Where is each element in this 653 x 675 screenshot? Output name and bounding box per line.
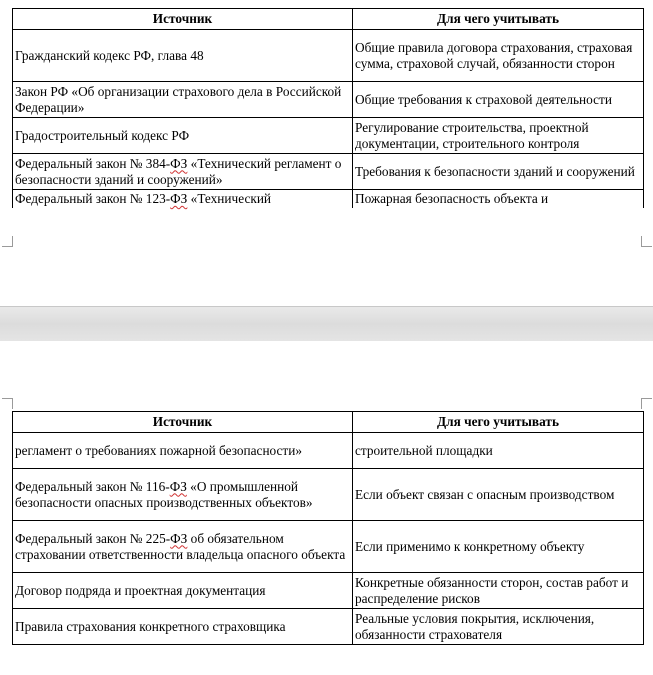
cell-purpose[interactable]: Регулирование строительства, проектной документации, строительного контроля [353,118,644,154]
cell-source[interactable]: Федеральный закон № 116-ФЗ «О промышленной безопасности опасных производственных объектов» [13,469,353,521]
header-source: Источник [13,412,353,433]
cell-purpose[interactable]: Если объект связан с опасным производством [353,469,644,521]
sources-table-part-2 [12,411,644,645]
cell-purpose[interactable]: Реальные условия покрытия, исключения, обязанности страхователя [353,609,644,645]
table-row [13,190,644,209]
cell-source[interactable]: Федеральный закон № 225-ФЗ об обязательном страховании ответственности владельца опасного объекта [13,521,353,573]
table-row [13,154,644,190]
cell-source[interactable]: регламент о требованиях пожарной безопасности» [13,433,353,469]
cell-purpose[interactable]: строительной площадки [353,433,644,469]
cell-purpose[interactable]: Если применимо к конкретному объекту [353,521,644,573]
spellcheck-mark: ФЗ [170,191,188,206]
table-row [13,82,644,118]
cell-purpose[interactable]: Общие правила договора страхования, страховая сумма, страховой случай, обязанности сторон [353,30,644,82]
table-row [13,118,644,154]
header-purpose: Для чего учитывать [353,9,644,30]
cell-source[interactable]: Федеральный закон № 384-ФЗ «Технический регламент о безопасности зданий и сооружений» [13,154,353,190]
cell-source[interactable]: Федеральный закон № 123-ФЗ «Технический [13,190,353,209]
table-row [13,573,644,609]
cell-source[interactable]: Правила страхования конкретного страховщика [13,609,353,645]
sources-table-part-1 [12,8,644,208]
table-header-row [13,9,644,30]
cell-source[interactable]: Договор подряда и проектная документация [13,573,353,609]
header-source: Источник [13,9,353,30]
cell-source[interactable]: Градостроительный кодекс РФ [13,118,353,154]
page-corner-mark [2,398,13,409]
cell-purpose[interactable]: Требования к безопасности зданий и сооружений [353,154,644,190]
page-corner-mark [641,398,652,409]
table-row [13,609,644,645]
page-corner-mark [641,236,652,247]
table-row [13,521,644,573]
cell-purpose[interactable]: Пожарная безопасность объекта и [353,190,644,209]
cell-source[interactable]: Гражданский кодекс РФ, глава 48 [13,30,353,82]
spellcheck-mark: ФЗ [170,155,188,171]
table-row [13,433,644,469]
page-break-gap [0,306,653,342]
spellcheck-mark: ФЗ [170,530,188,546]
table-row [13,30,644,82]
header-purpose: Для чего учитывать [353,412,644,433]
cell-purpose[interactable]: Конкретные обязанности сторон, состав работ и распределение рисков [353,573,644,609]
cell-purpose[interactable]: Общие требования к страховой деятельности [353,82,644,118]
table-header-row [13,412,644,433]
page-corner-mark [2,236,13,247]
table-row [13,469,644,521]
spellcheck-mark: ФЗ [169,478,187,494]
cell-source[interactable]: Закон РФ «Об организации страхового дела в Российской Федерации» [13,82,353,118]
